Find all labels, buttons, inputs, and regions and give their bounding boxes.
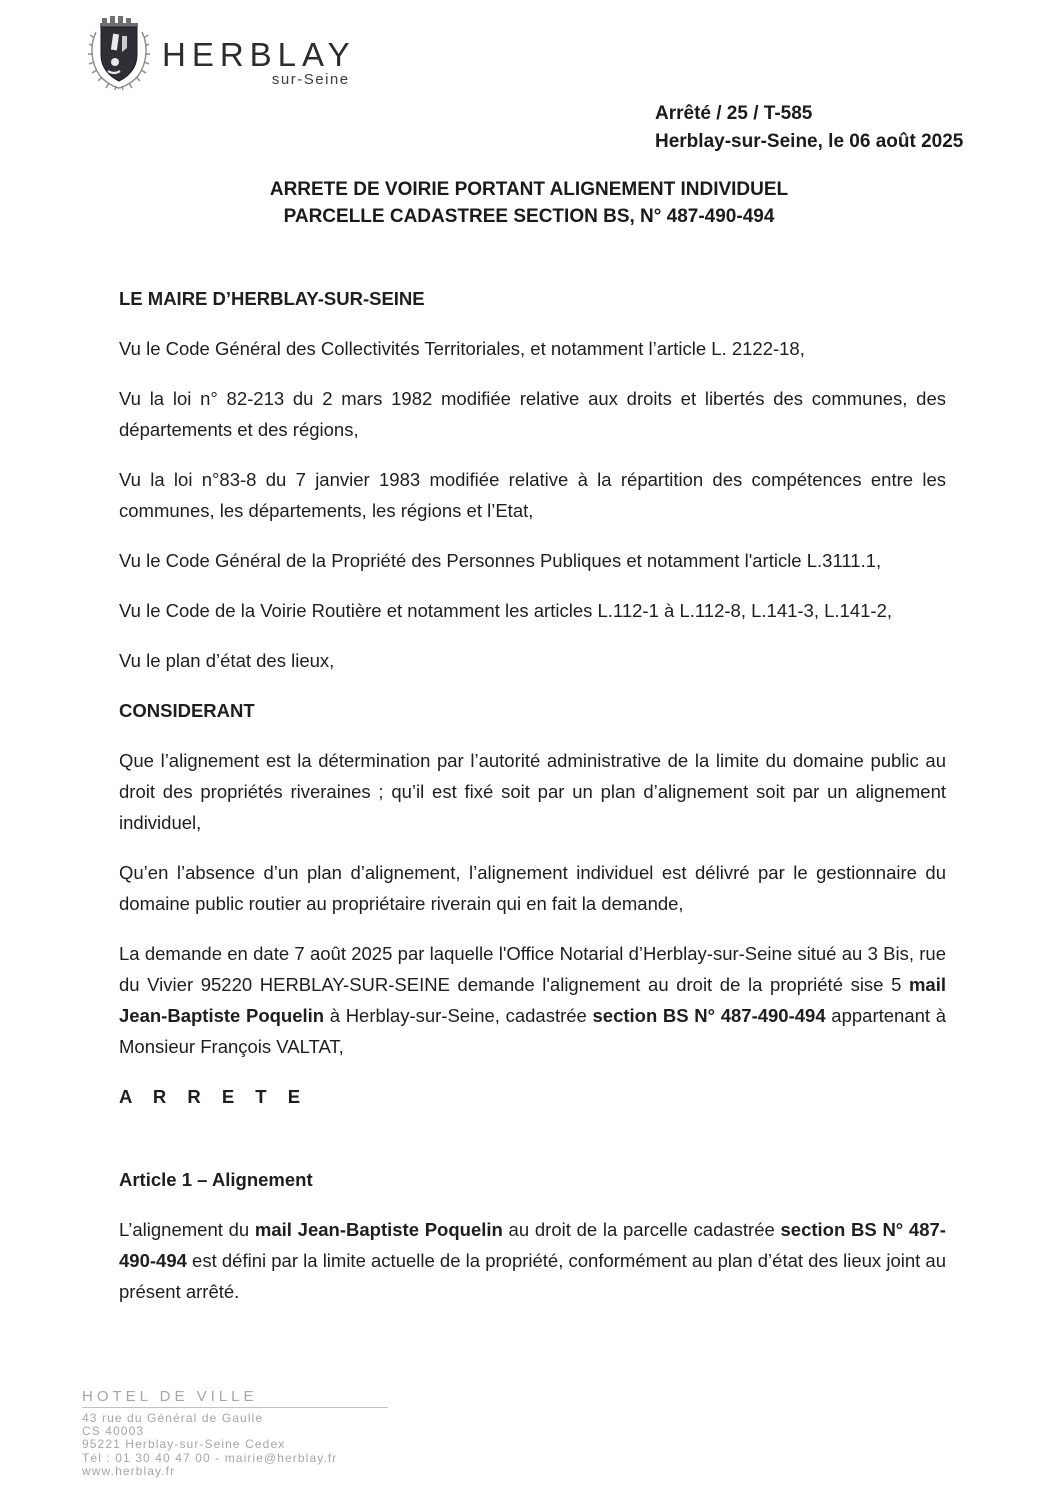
vu-paragraph-3: Vu la loi n°83-8 du 7 janvier 1983 modifiée relative à la répartition des compétences entre les communes, les départements, les régions et l’Etat, (119, 469, 946, 521)
vu-paragraph-6: Vu le plan d’état des lieux, (119, 650, 335, 671)
footer-phone-email-line: Tél : 01 30 40 47 00 - mairie@herblay.fr (82, 1450, 338, 1465)
footer-title: HOTEL DE VILLE (82, 1388, 388, 1408)
demande-text: La demande en date 7 août 2025 par laquelle l'Office Notarial d’Herblay-sur-Seine situé au 3 Bis, rue du Vivier 95220 HERBLAY-SUR-SEINE demande l'alignement au droit de la propriété sise 5 (119, 943, 946, 995)
demande-text: à Herblay-sur-Seine, cadastrée (324, 1005, 593, 1026)
demande-street-bold: mail Jean-Baptiste Poquelin (119, 974, 946, 1026)
footer-address-line: CS 40003 (82, 1424, 145, 1439)
logo-city-name: HERBLAY (162, 36, 356, 73)
footer-address-line: 43 rue du Général de Gaulle (82, 1411, 264, 1425)
vu-paragraph-2: Vu la loi n° 82-213 du 2 mars 1982 modifiée relative aux droits et libertés des communes, des départements et des régions, (119, 388, 946, 440)
demande-text: appartenant à Monsieur François VALTAT, (119, 1005, 946, 1057)
footer-address-line: 95221 Herblay-sur-Seine Cedex (82, 1437, 286, 1452)
decree-reference: Arrêté / 25 / T-585 (655, 103, 813, 124)
article1-text: au droit de la parcelle cadastrée (502, 1219, 781, 1240)
demande-parcel-bold: section BS N° 487-490-494 (592, 1005, 826, 1026)
article1-text: est défini par la limite actuelle de la propriété, conformément au plan d’état des lieux joint au présent arrêté. (119, 1250, 946, 1302)
article1-text: L’alignement du (119, 1219, 255, 1240)
town-hall-footer (82, 1388, 388, 1478)
title-line-2: PARCELLE CADASTREE SECTION BS, N° 487-490-494 (283, 206, 775, 227)
vu-paragraph-5: Vu le Code de la Voirie Routière et notamment les articles L.112-1 à L.112-8, L.141-3, L.141-2, (119, 600, 893, 621)
article1-paragraph (119, 1214, 946, 1307)
vu-paragraph-4: Vu le Code Général de la Propriété des Personnes Publiques et notamment l'article L.3111.1, (119, 550, 882, 571)
maire-heading: LE MAIRE D’HERBLAY-SUR-SEINE (119, 288, 425, 309)
vu-paragraph-1: Vu le Code Général des Collectivités Territoriales, et notamment l’article L. 2122-18, (119, 338, 805, 359)
logo-subtitle: sur-Seine (271, 71, 350, 88)
considerant-paragraph-2: Qu’en l’absence d’un plan d’alignement, l’alignement individuel est délivré par le gestionnaire du domaine public routier au propriétaire riverain qui en fait la demande, (119, 862, 946, 914)
herblay-logo (88, 14, 356, 90)
logo-wordmark (162, 14, 356, 88)
footer-website-line: www.herblay.fr (82, 1463, 176, 1478)
footer-address-block (82, 1412, 388, 1478)
considerant-paragraph-1: Que l’alignement est la détermination par l’autorité administrative de la limite du domaine public au droit des propriétés riveraines ; qu’il est fixé soit par un plan d’alignement soit par un alignement individuel, (119, 750, 946, 833)
demande-paragraph (119, 938, 946, 1062)
considerant-heading: CONSIDERANT (119, 700, 255, 721)
document-body (119, 283, 946, 1326)
article1-parcel-bold: section BS N° 487-490-494 (119, 1219, 946, 1271)
title-line-1: ARRETE DE VOIRIE PORTANT ALIGNEMENT INDIVIDUEL (269, 179, 789, 200)
place-dateline: Herblay-sur-Seine, le 06 août 2025 (655, 131, 964, 152)
reference-block (655, 100, 963, 156)
arrete-heading: A R R E T E (119, 1086, 309, 1107)
article1-street-bold: mail Jean-Baptiste Poquelin (254, 1219, 503, 1240)
article1-heading: Article 1 – Alignement (119, 1169, 313, 1190)
herblay-coat-of-arms-icon (88, 14, 150, 90)
document-title (0, 176, 1058, 230)
